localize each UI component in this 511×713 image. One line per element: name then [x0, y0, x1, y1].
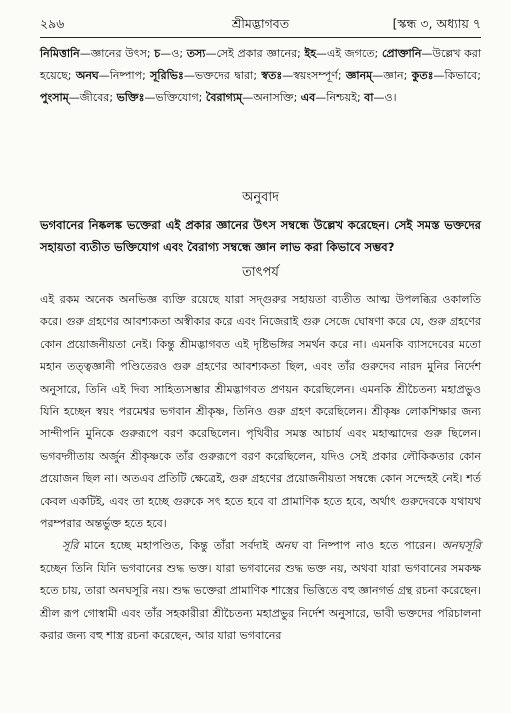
word-meaning: নিষ্পাপ [109, 69, 143, 82]
word-term: ভক্তিঃ [116, 91, 145, 104]
word-term: কুতঃ [411, 69, 434, 82]
purport-text [40, 289, 481, 648]
purport-heading: তাৎপর্য [242, 265, 279, 280]
word-meaning: অনাসক্তি [253, 91, 294, 104]
word-meanings: নিমিত্তানি—জ্ঞানের উৎস; চ—ও; তস্য—সেই প্রকার জ্ঞানের; ইহ—এই জগতে; প্রোক্তানি—উল্লেখ করা হয়েছে; অনঘ—নিষ্পাপ; সূরিভিঃ—ভক্তদের দ্বারা; স্বতঃ—স্বয়ংসম্পূর্ণ; জ্ঞানম্—জ্ঞান; কুতঃ—কিভাবে; পুংসাম্—জীবের; ভক্তিঃ—ভক্তিযোগ; বৈরাগ্যম্—অনাসক্তি; এব—নিশ্চয়ই; বা—ও। [40, 47, 482, 104]
paragraph-text: হচ্ছেন তিনি যিনি ভগবানের শুদ্ধ ভক্ত। যারা ভগবানের শুদ্ধ ভক্ত নয়, অথবা যারা ভগবানের সমকক্ষ হতে চায়, তারা অনঘসূরি নয়। শুদ্ধ ভক্তেরা প্রামাণিক শাস্ত্রের ভিত্তিতে বহু জ্ঞানগর্ভ গ্রন্থ রচনা করেছেন। শ্রীল রূপ গোস্বামী এবং তাঁর সহকারীরা শ্রীচৈতন্য মহাপ্রভুর নির্দেশ অনুসারে, ভাবী ভক্তদের পরিচালনা করার জন্য বহু শাস্ত্র রচনা করেছেন, আর যারা ভগবানের [40, 561, 481, 643]
italic-term: সূরি [62, 539, 79, 553]
header-rule [40, 37, 481, 38]
word-term: তস্য [186, 47, 206, 60]
word-term: বৈরাগ্যম্ [205, 91, 243, 104]
word-meaning: এই জগতে [327, 47, 375, 60]
word-meaning: ও [384, 91, 393, 104]
word-meaning: নিশ্চয়ই [326, 91, 357, 104]
word-term: জ্ঞানম্ [345, 69, 373, 82]
word-meaning: উল্লেখ করা হয়েছে [40, 47, 482, 82]
word-meaning: ও [171, 47, 180, 60]
translation-text: ভগবানের নিষ্কলঙ্ক ভক্তেরা এই প্রকার জ্ঞানের উৎস সম্বন্ধে উল্লেখ করেছেন। সেই সমস্ত ভক্তদের সহায়তা ব্যতীত ভক্তিযোগ এবং বৈরাগ্য সম্বন্ধে জ্ঞান লাভ করা কিভাবে সম্ভব? [40, 218, 481, 254]
word-term: বা [364, 91, 374, 104]
word-term: চ [154, 47, 161, 60]
word-meaning: ভক্তিযোগ [155, 91, 199, 104]
italic-term: অনঘসূরি [441, 539, 481, 553]
paragraph-text: বা নিষ্পাপ নাও হতে পারেন। [297, 539, 442, 553]
word-meaning: জ্ঞান [383, 69, 404, 82]
word-term: প্রোক্তানি [381, 47, 422, 60]
translation-heading: অনুবাদ [242, 190, 279, 205]
word-meaning: জ্ঞানের উৎস [90, 47, 147, 60]
word-meaning: ভক্তদের দ্বারা [194, 69, 254, 82]
word-term: স্বতঃ [261, 69, 283, 82]
word-term: এব [300, 91, 316, 104]
purport-paragraph-1: এই রকম অনেক অনভিজ্ঞ ব্যক্তি রয়েছে যারা সদ্গুরুর সহায়তা ব্যতীত আত্ম উপলব্ধির ওকালতি করে। গুরু গ্রহণের আবশ্যকতা অস্বীকার করে এবং নিজেরাই গুরু সেজে ঘোষণা করে যে, গুরু গ্রহণের কোন প্রয়োজনীয়তা নেই। কিন্তু শ্রীমদ্ভাগবত এই দৃষ্টিভঙ্গির সমর্থন করে না। এমনকি ব্যাসদেবের মতো মহান তত্ত্বজ্ঞানী পণ্ডিতেরও গুরু গ্রহণের আবশ্যকতা ছিল, এবং তাঁর গুরুদেব নারদ মুনির নির্দেশ অনুসারে, তিনি এই দিব্য সাহিত্যসম্ভার শ্রীমদ্ভাগবত প্রণয়ন করেছিলেন। এমনকি শ্রীচৈতন্য মহাপ্রভুও যিনি হচ্ছেন স্বয়ং পরমেশ্বর ভগবান শ্রীকৃষ্ণ, তিনিও গুরু গ্রহণ করেছিলেন। শ্রীকৃষ্ণ লোকশিক্ষার জন্য সান্দীপনি মুনিকে গুরুরূপে বরণ করেছিলেন। পৃথিবীর সমস্ত আচার্য এবং মহাত্মাদের গুরু ছিলেন। ভগবদ্গীতায় অর্জুন শ্রীকৃষ্ণকে তাঁর গুরুরূপে বরণ করেছিলেন, যদিও সেই প্রকার লৌকিকতার কোন প্রয়োজন ছিল না। অতএব প্রতিটি ক্ষেত্রেই, গুরু গ্রহণের প্রয়োজনীয়তা সম্বন্ধে কোন সন্দেহই নেই। শর্ত কেবল একটিই, এবং তা হচ্ছে গুরুকে সৎ হতে হবে বা প্রামাণিক হতে হবে, অর্থাৎ গুরুদেবকে যথাযথ পরম্পরার অন্তর্ভুক্ত হতে হবে। [40, 293, 481, 531]
word-meaning: জীবের [79, 91, 110, 104]
word-term: ইহ [304, 47, 317, 60]
word-meaning: সেই প্রকার জ্ঞানের [216, 47, 298, 60]
purport-paragraph-2 [40, 535, 481, 647]
word-term: নিমিত্তানি [40, 47, 80, 60]
page-header [40, 16, 481, 34]
chapter-reference: [স্কন্ধ ৩, অধ্যায় ৭ [392, 16, 481, 31]
book-title: শ্রীমদ্ভাগবত [231, 16, 290, 31]
paragraph-text: মানে হচ্ছে মহাপণ্ডিত, কিন্তু তাঁরা সর্বদাই [78, 539, 275, 553]
word-term: পুংসাম্ [40, 91, 69, 104]
word-meaning: স্বয়ংসম্পূর্ণ [293, 69, 338, 82]
page-number: ২৯৬ [40, 16, 65, 31]
word-term: অনঘ [75, 69, 99, 82]
italic-term: অনঘ [274, 539, 298, 553]
word-term: সূরিভিঃ [150, 69, 184, 82]
word-meaning: কিভাবে [444, 69, 478, 82]
